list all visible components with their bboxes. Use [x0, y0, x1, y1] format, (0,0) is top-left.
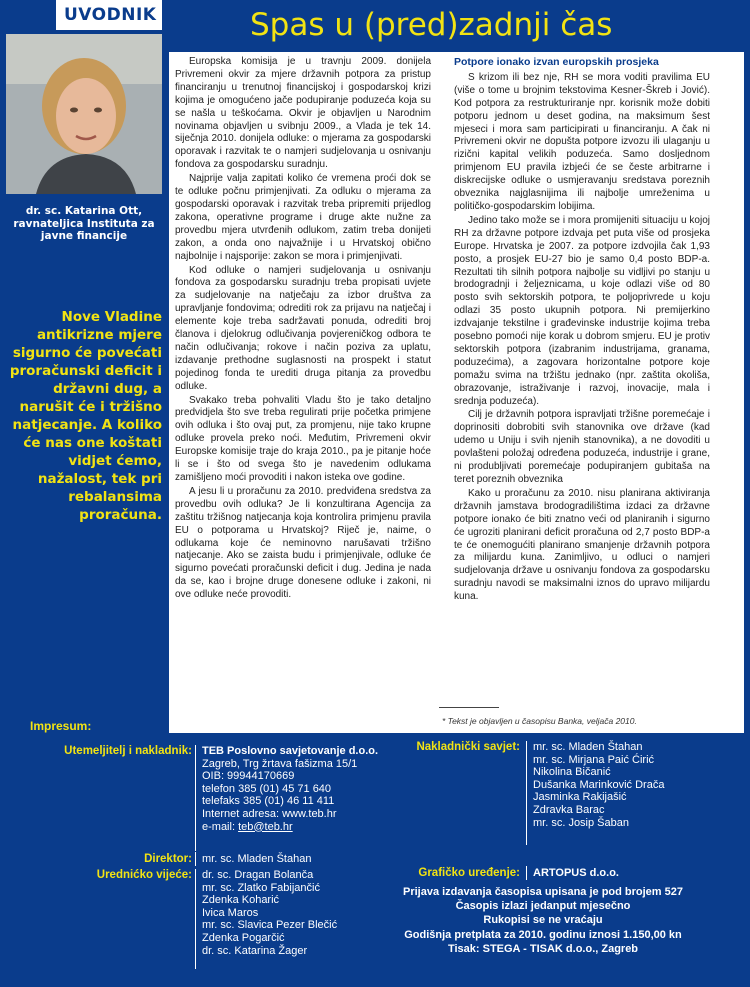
footnote: * Tekst je objavljen u časopisu Banka, veljača 2010. — [442, 716, 637, 726]
email-link[interactable]: teb@teb.hr — [238, 820, 293, 833]
editorial-label: Urednićko vijeće: — [96, 869, 192, 881]
editorial-member: Zdenka Pogarčić — [202, 931, 285, 944]
paragraph: Cilj je državnih potpora ispravljati tržišne poremećaje i doprinositi dobrobiti svih stanovnika ove države (kad udemo u Uniju i svih njenih stanovnika), a ne dovoditi u povlašteni položaj određena poduzeća, industrije i grane, ni produbljivati poremećaje podupiranjem gubitaša na teret poreznih obveznika — [454, 409, 710, 485]
council-member: mr. sc. Mladen Štahan — [533, 741, 643, 753]
paragraph: Jedino tako može se i mora promijeniti situaciju u kojoj RH za državne potpore izdvaja pet puta više od prosjeka Europe. Hrvatska je 2007. za potpore izdvojila čak 1,93 posto, a prosjek EU-27 bio je samo 0,4 posto BDP-a. Rezultati tih silnih potpora najbolje su vidljivi po stanju u brodogradnji i željeznicama, u koje odlazi više od 80 posto svih sektorskih potpora, te poljoprivrede u koju odlazi 35 posto ukupnih potpora. Ni premijerkino izdvajanje tekstilne i građevinske industrije kojima treba posebno pomoći nije korak u dobrom smjeru. EU je protiv sektorskih potpora (izabranim industrijama, granama, poduzećima), a zagovara horizontalne potpore koje pomažu svima na tržištu jednako (npr. zaštita okoliša, obrazovanje, istraživanje i razvoj, inovacije, mala i srednja poduzeća). — [454, 214, 710, 407]
paragraph: Najprije valja zapitati koliko će vremena proći dok se te odluke počnu primjenjivati. Za odluku o mjerama za gospodarski oporavak i razvitak treba pripremiti prijedlog zakona, operativne programe i druge akte nužne za provedbu mjera utvrđenih odlukom, zatim treba donijeti zakon, a onda ono najvažnije i u Hrvatskoj obično najbolnije i najsporije: zakon se mora i primjenjivati. — [175, 173, 431, 262]
author-portrait-image — [6, 34, 162, 194]
paragraph: S krizom ili bez nje, RH se mora voditi pravilima EU (više o tome u brojnim tekstovima Kesner-Škreb i Jović). Kod potpora za restrukturiranje npr. korisnik može dobiti potporu jednom u deset godina, na maksimum šest mjeseci i mora sam participirati u financiranju. A čak ni Privremeni okvir ne dopušta potpore izvozu ili ulaganju u rizični kapital velikih poduzeća. Samo dosljednom primjenom EU pravila izbjeći će se česte arbitrarne i diskrecijske odluke o usmjeravanju sredstava poreznih obveznika najglasnijima ili najbolje umreženima u političko-gospodarskim lobijima. — [454, 71, 710, 212]
subscription-line: Godišnja pretplata za 2010. godinu iznosi 1.150,00 kn — [404, 928, 682, 941]
founder-phone: telefon 385 (01) 45 71 640 — [202, 782, 332, 795]
director-label: Direktor: — [144, 853, 192, 865]
column-subheading: Potpore ionako izvan europskih prosjeka — [454, 56, 659, 68]
editorial-member: mr. sc. Zlatko Fabijančić — [202, 881, 320, 894]
editorial-member: Zdenka Koharić — [202, 894, 280, 907]
publication-info — [380, 885, 706, 956]
founder-block — [202, 745, 422, 833]
founder-divider — [195, 745, 196, 851]
imprint-heading: Impresum: — [30, 719, 92, 733]
frequency-line: Časopis izlazi jedanput mjesečno — [455, 900, 631, 913]
pull-quote: Nove Vladine antikrizne mjere sigurno će povećati proračunski deficit i državni dug, a narušit će i tržišno natjecanje. A koliko će nas one koštati vidjet ćemo, nažalost, tek pri rebalansima proračuna. — [9, 309, 162, 523]
author-name: dr. sc. Katarina Ott, — [25, 205, 143, 217]
author-photo — [6, 34, 162, 194]
article-column-1 — [175, 56, 431, 603]
author-caption — [6, 205, 162, 243]
editorial-members — [202, 869, 402, 957]
editorial-member: Ivica Maros — [202, 906, 259, 919]
design-company: ARTOPUS d.o.o. — [533, 867, 619, 879]
article-title: Spas u (pred)zadnji čas — [250, 7, 613, 43]
manuscripts-line: Rukopisi se ne vraćaju — [483, 914, 603, 927]
editorial-divider — [195, 869, 196, 969]
author-role-line2: javne financije — [40, 230, 128, 242]
editorial-member: mr. sc. Slavica Pezer Blečić — [202, 919, 338, 932]
paragraph: A jesu li u proračunu za 2010. predviđena sredstva za provedbu ovih odluka? Je li konzultirana Agencija za zaštitu tržišnog natjecanja koja kontrolira primjenu pravila EU o potporama u Hrvatskoj? Riječ je, naime, o odlukama koje će neminovno narušavati tržišno natjecanje. Ako se zaista budu i primjenjivale, odluke će sigurno povećati proračunski deficit i dug. Jedina je nada da se, kao i brojne druge donesene odluke i zakoni, ni ove odluke neće provoditi. — [175, 485, 431, 601]
design-label: Grafičko uređenje: — [418, 867, 520, 879]
editorial-member: dr. sc. Katarina Žager — [202, 944, 308, 957]
council-member: Jasminka Rakijašić — [533, 791, 627, 804]
founder-email-line: e-mail: teb@teb.hr — [202, 820, 293, 833]
founder-oib: OIB: 99944170669 — [202, 770, 295, 783]
council-member: Zdravka Barac — [533, 803, 605, 816]
printer-line: Tisak: STEGA - TISAK d.o.o., Zagreb — [447, 942, 639, 955]
council-members — [533, 741, 733, 829]
council-divider — [526, 741, 527, 845]
council-member: mr. sc. Mirjana Paić Ćirić — [533, 753, 655, 766]
founder-website: Internet adresa: www.teb.hr — [202, 807, 337, 820]
editorial-member: dr. sc. Dragan Bolanča — [202, 869, 314, 881]
registration-line: Prijava izdavanja časopisa upisana je pod brojem 527 — [402, 886, 683, 898]
paragraph: Svakako treba pohvaliti Vladu što je tako detaljno predvidjela što sve treba regulirati prije početka primjene ovih odluka i što ovaj put, za promjenu, nije tako krupne odluke provela preko noći. Međutim, Privremeni okvir Europske komisije traje do kraja 2010., pa je pitanje hoće li se i što od svega što je navedenim odlukama zamišljeno moći provoditi i nakon isteka ove godine. — [175, 394, 431, 483]
footnote-divider — [439, 707, 499, 708]
council-member: mr. sc. Josip Šaban — [533, 816, 629, 829]
founder-address: Zagreb, Trg žrtava fašizma 15/1 — [202, 757, 358, 770]
design-divider — [526, 866, 527, 880]
council-member: Dušanka Marinković Drača — [533, 778, 665, 791]
founder-company: TEB Poslovno savjetovanje d.o.o. — [202, 745, 379, 757]
section-badge: UVODNIK — [56, 0, 162, 30]
founder-fax: telefaks 385 (01) 46 11 411 — [202, 795, 335, 808]
article-body — [169, 52, 744, 733]
paragraph: Kod odluke o namjeri sudjelovanja u osnivanju fondova za gospodarsku suradnju treba propisati uvjete za sudjelovanje na natječaju za izbor društva za upravljanje fondovima; odrediti rok za prijavu na natječaj i elemente koje treba sadržavati ponuda, odrediti broj članova i djelokrug odlučivanja povjereničkog odbora te način odlučivanja; rokove i način poziva za uplatu, izdavanje prethodne suglasnosti na prospekt i statut pojedinog fonda te urediti druga pitanja za provedbu odluke. — [175, 264, 431, 392]
council-label: Nakladnički savjet: — [416, 741, 520, 753]
director-divider — [195, 852, 196, 866]
council-member: Nikolina Bičanić — [533, 766, 611, 779]
author-role-line1: ravnateljica Instituta za — [13, 217, 155, 230]
founder-label: Utemeljitelj i nakladnik: — [64, 745, 192, 757]
paragraph: Europska komisija je u travnju 2009. donijela Privremeni okvir za mjere državnih potpora za pristup financiranju u trenutnoj financijskoj i gospodarskoj krizi kojima je omogućeno jače podupiranje poduzeća koja su se našla u teškoćama. Okvir je objavljen u Narodnim novinama objavljen u svibnju 2009., a Vlada je tek 14. siječnja 2010. donijela odluke: o mjerama za gospodarski oporavak i razvitak te o namjeri sudjelovanja u osnivanju fondova za gospodarsku suradnju. — [175, 56, 431, 171]
paragraph: Kako u proračunu za 2010. nisu planirana aktiviranja državnih jamstava brodogradilištima izdaci za državne potpore ionako će biti znatno veći od planiranih i sigurno će ugroziti planirani deficit proračuna od 2,7 posto BDP-a te će onemogućiti planirano smanjenje državnih potpora za milijardu kuna. Zanimljivo, u odluci o namjeri sudjelovanja države u osnivanju fondova za gospodarsku suradnju navodi se maksimalni iznos do upravo milijardu kuna. — [454, 487, 710, 603]
director-name: mr. sc. Mladen Štahan — [202, 853, 312, 865]
article-column-2 — [454, 56, 710, 605]
